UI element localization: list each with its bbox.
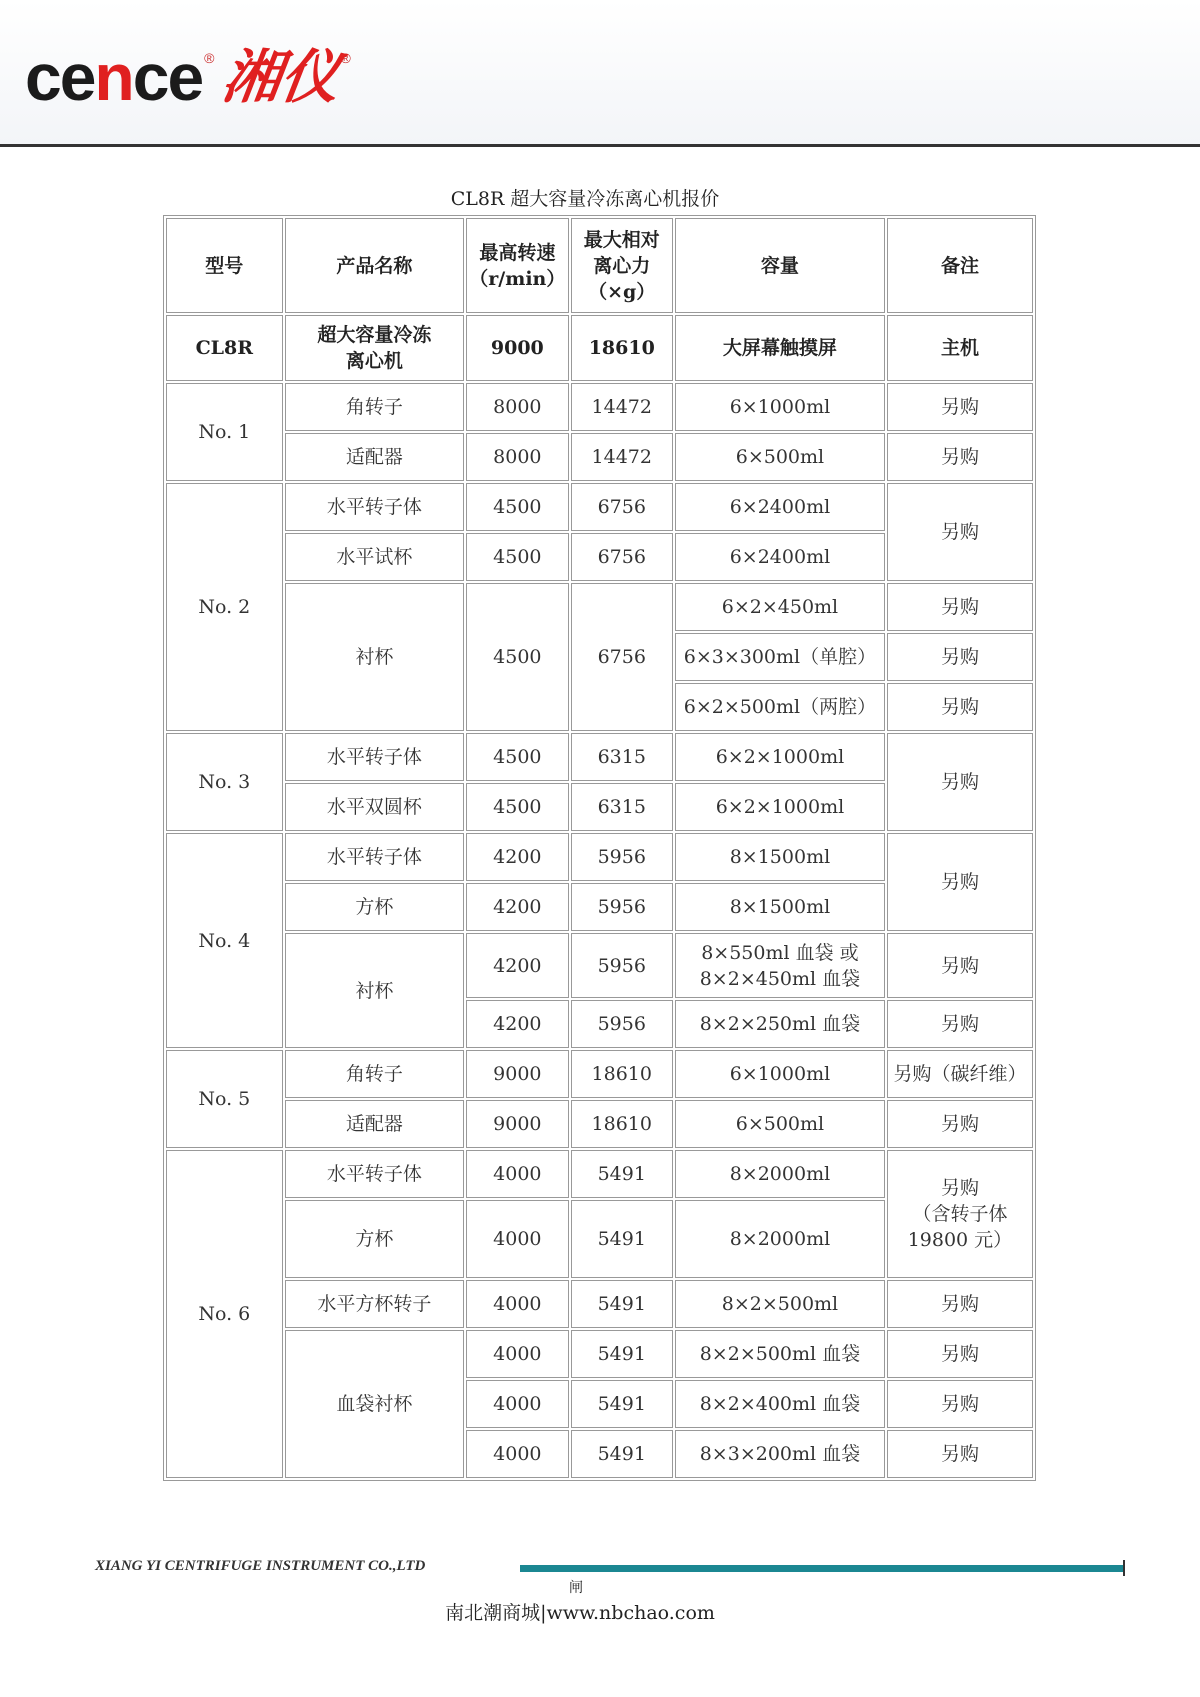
- table-cell: 8×550ml 血袋 或 8×2×450ml 血袋: [675, 933, 885, 998]
- column-header: 型号: [166, 218, 283, 313]
- table-cell: 14472: [571, 383, 673, 431]
- cence-logo: [25, 42, 351, 112]
- table-cell: 衬杯: [285, 583, 465, 731]
- table-cell: 8000: [466, 383, 568, 431]
- table-cell: 水平方杯转子: [285, 1280, 465, 1328]
- table-cell: 5956: [571, 1000, 673, 1048]
- table-cell: 超大容量冷冻 离心机: [285, 315, 465, 381]
- table-cell: 5956: [571, 883, 673, 931]
- table-cell: 另购: [887, 833, 1033, 931]
- table-cell: 适配器: [285, 1100, 465, 1148]
- table-cell: 4200: [466, 883, 568, 931]
- table-cell: 5491: [571, 1430, 673, 1478]
- table-cell: 8×2000ml: [675, 1200, 885, 1278]
- column-header: 备注: [887, 218, 1033, 313]
- table-cell: No. 1: [166, 383, 283, 481]
- table-cell: 4500: [466, 533, 568, 581]
- table-cell: 8×2×250ml 血袋: [675, 1000, 885, 1048]
- table-cell: 血袋衬杯: [285, 1330, 465, 1478]
- table-cell: 8×2×500ml: [675, 1280, 885, 1328]
- table-cell: 5491: [571, 1330, 673, 1378]
- table-cell: No. 2: [166, 483, 283, 731]
- table-cell: 4200: [466, 933, 568, 998]
- table-cell: 4500: [466, 783, 568, 831]
- registered-mark: ®: [204, 50, 215, 66]
- logo-en-part: ce: [132, 40, 203, 114]
- logo-en-part: ce: [25, 40, 95, 114]
- table-cell: 衬杯: [285, 933, 465, 1048]
- table-cell: 6756: [571, 483, 673, 531]
- table-cell: 6×2400ml: [675, 533, 885, 581]
- table-cell: 角转子: [285, 1050, 465, 1098]
- table-cell: 8000: [466, 433, 568, 481]
- logo-cn: 湘仪: [217, 43, 344, 111]
- table-cell: 4000: [466, 1280, 568, 1328]
- column-header: 产品名称: [285, 218, 465, 313]
- table-row: [166, 833, 1033, 881]
- table-cell: 另购: [887, 1330, 1033, 1378]
- table-cell: CL8R: [166, 315, 283, 381]
- table-cell: 4500: [466, 733, 568, 781]
- table-cell: 6×2×500ml（两腔）: [675, 683, 885, 731]
- table-cell: 方杯: [285, 1200, 465, 1278]
- table-cell: 另购: [887, 583, 1033, 631]
- table-cell: 6×2×1000ml: [675, 733, 885, 781]
- table-cell: 另购: [887, 1380, 1033, 1428]
- table-cell: 另购: [887, 433, 1033, 481]
- table-header-row: [166, 218, 1033, 313]
- table-cell: 水平试杯: [285, 533, 465, 581]
- table-cell: 5956: [571, 933, 673, 998]
- footer-company: XIANG YI CENTRIFUGE INSTRUMENT CO.,LTD: [95, 1558, 426, 1574]
- table-cell: No. 6: [166, 1150, 283, 1478]
- table-cell: 6×2400ml: [675, 483, 885, 531]
- table-cell: 18610: [571, 315, 673, 381]
- table-cell: 6315: [571, 783, 673, 831]
- table-row: [166, 583, 1033, 631]
- page-header: [0, 0, 1200, 144]
- logo-en-n: n: [94, 40, 133, 114]
- footer-stray-char: 闸: [569, 1580, 583, 1596]
- logo-en: [25, 42, 202, 112]
- table-cell: 6756: [571, 533, 673, 581]
- table-cell: 6×500ml: [675, 1100, 885, 1148]
- table-cell: 另购: [887, 683, 1033, 731]
- table-cell: 另购: [887, 733, 1033, 831]
- table-cell: 9000: [466, 1050, 568, 1098]
- table-row: [166, 1150, 1033, 1198]
- table-cell: 8×3×200ml 血袋: [675, 1430, 885, 1478]
- table-cell: 6×500ml: [675, 433, 885, 481]
- table-cell: 6315: [571, 733, 673, 781]
- table-row: [166, 933, 1033, 998]
- column-header: 最大相对 离心力 （×g）: [571, 218, 673, 313]
- table-cell: 6×2×450ml: [675, 583, 885, 631]
- table-cell: 另购: [887, 383, 1033, 431]
- table-cell: 另购（碳纤维）: [887, 1050, 1033, 1098]
- table-cell: 4500: [466, 583, 568, 731]
- table-row: [166, 315, 1033, 381]
- table-cell: 4200: [466, 833, 568, 881]
- table-cell: 另购: [887, 1000, 1033, 1048]
- table-cell: 主机: [887, 315, 1033, 381]
- table-cell: 6756: [571, 583, 673, 731]
- table-cell: 4000: [466, 1200, 568, 1278]
- table-cell: 大屏幕触摸屏: [675, 315, 885, 381]
- table-cell: 4200: [466, 1000, 568, 1048]
- table-cell: 5491: [571, 1150, 673, 1198]
- table-cell: 9000: [466, 1100, 568, 1148]
- table-cell: No. 5: [166, 1050, 283, 1148]
- table-cell: No. 4: [166, 833, 283, 1048]
- table-cell: 6×2×1000ml: [675, 783, 885, 831]
- table-cell: 4000: [466, 1330, 568, 1378]
- table-row: [166, 433, 1033, 481]
- footer-site: 南北潮商城|www.nbchao.com: [445, 1602, 715, 1624]
- table-cell: 角转子: [285, 383, 465, 431]
- table-cell: 4000: [466, 1380, 568, 1428]
- table-cell: 6×1000ml: [675, 1050, 885, 1098]
- column-header: 容量: [675, 218, 885, 313]
- table-row: [166, 1280, 1033, 1328]
- column-header: 最高转速 （r/min）: [466, 218, 568, 313]
- table-cell: 水平转子体: [285, 733, 465, 781]
- table-cell: 水平双圆杯: [285, 783, 465, 831]
- table-row: [166, 1330, 1033, 1378]
- table-cell: 4000: [466, 1150, 568, 1198]
- table-cell: 另购: [887, 1430, 1033, 1478]
- table-row: [166, 483, 1033, 531]
- table-row: [166, 1100, 1033, 1148]
- table-cell: 水平转子体: [285, 833, 465, 881]
- table-cell: 14472: [571, 433, 673, 481]
- table-cell: 5491: [571, 1380, 673, 1428]
- table-cell: 另购: [887, 1280, 1033, 1328]
- table-cell: 5491: [571, 1280, 673, 1328]
- table-cell: 另购: [887, 483, 1033, 581]
- table-cell: 适配器: [285, 433, 465, 481]
- table-cell: 18610: [571, 1100, 673, 1148]
- footer-tick: [1123, 1560, 1125, 1576]
- footer-bar: [520, 1565, 1123, 1572]
- registered-mark: ®: [340, 50, 351, 66]
- price-table: [163, 215, 1036, 1481]
- table-cell: 水平转子体: [285, 483, 465, 531]
- table-cell: No. 3: [166, 733, 283, 831]
- document-title: CL8R 超大容量冷冻离心机报价: [450, 188, 720, 210]
- table-cell: 方杯: [285, 883, 465, 931]
- header-divider: [0, 144, 1200, 147]
- table-cell: 另购: [887, 933, 1033, 998]
- table-cell: 4500: [466, 483, 568, 531]
- table-cell: 4000: [466, 1430, 568, 1478]
- table-cell: 8×2000ml: [675, 1150, 885, 1198]
- table-cell: 另购: [887, 1100, 1033, 1148]
- table-cell: 18610: [571, 1050, 673, 1098]
- table-cell: 5956: [571, 833, 673, 881]
- table-cell: 5491: [571, 1200, 673, 1278]
- table-cell: 8×1500ml: [675, 833, 885, 881]
- table-cell: 另购 （含转子体 19800 元）: [887, 1150, 1033, 1278]
- table-cell: 9000: [466, 315, 568, 381]
- table-cell: 6×3×300ml（单腔）: [675, 633, 885, 681]
- table-row: [166, 383, 1033, 431]
- table-cell: 另购: [887, 633, 1033, 681]
- table-cell: 8×1500ml: [675, 883, 885, 931]
- table-cell: 8×2×400ml 血袋: [675, 1380, 885, 1428]
- table-cell: 6×1000ml: [675, 383, 885, 431]
- table-row: [166, 733, 1033, 781]
- table-cell: 8×2×500ml 血袋: [675, 1330, 885, 1378]
- table-row: [166, 1050, 1033, 1098]
- table-cell: 水平转子体: [285, 1150, 465, 1198]
